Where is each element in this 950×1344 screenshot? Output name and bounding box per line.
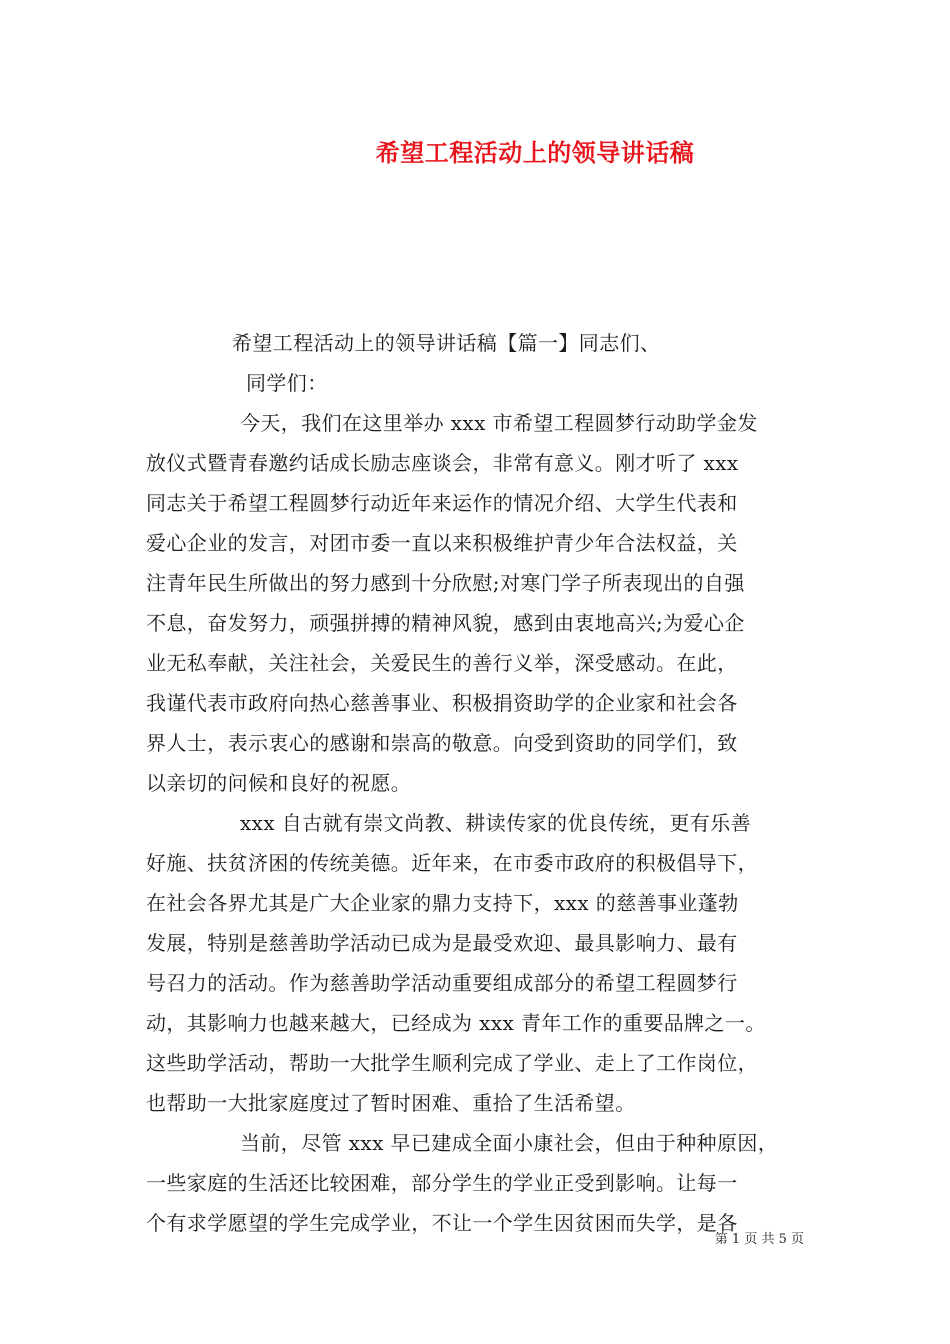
- paragraph-line: 同志关于希望工程圆梦行动近年来运作的情况介绍、大学生代表和: [146, 491, 738, 515]
- paragraph-line: 也帮助一大批家庭度过了暂时困难、重拾了生活希望。: [146, 1091, 636, 1115]
- paragraph-line: 同学们：: [246, 371, 328, 395]
- paragraph-line: 号召力的活动。作为慈善助学活动重要组成部分的希望工程圆梦行: [146, 971, 738, 995]
- paragraph-line: 今天，我们在这里举办 xxx 市希望工程圆梦行动助学金发: [240, 411, 758, 435]
- paragraph-line: 动，其影响力也越来越大，已经成为 xxx 青年工作的重要品牌之一。: [146, 1011, 766, 1035]
- paragraph-line: 希望工程活动上的领导讲话稿【篇一】同志们、: [232, 331, 661, 355]
- paragraph-line: 爱心企业的发言，对团市委一直以来积极维护青少年合法权益，关: [146, 531, 738, 555]
- paragraph-line: 个有求学愿望的学生完成学业，不让一个学生因贫困而失学，是各: [146, 1211, 738, 1235]
- paragraph-line: 业无私奉献，关注社会，关爱民生的善行义举，深受感动。在此，: [146, 651, 738, 675]
- paragraph-line: 这些助学活动，帮助一大批学生顺利完成了学业、走上了工作岗位，: [146, 1051, 758, 1075]
- paragraph-line: 我谨代表市政府向热心慈善事业、积极捐资助学的企业家和社会各: [146, 691, 738, 715]
- paragraph-line: 界人士，表示衷心的感谢和崇高的敬意。向受到资助的同学们，致: [146, 731, 738, 755]
- paragraph-line: 当前，尽管 xxx 早已建成全面小康社会，但由于种种原因，: [240, 1131, 779, 1155]
- paragraph-line: 发展，特别是慈善助学活动已成为是最受欢迎、最具影响力、最有: [146, 931, 738, 955]
- paragraph-line: 一些家庭的生活还比较困难，部分学生的学业正受到影响。让每一: [146, 1171, 738, 1195]
- paragraph-line: 注青年民生所做出的努力感到十分欣慰;对寒门学子所表现出的自强: [146, 571, 745, 595]
- page-number: 第 1 页 共 5 页: [714, 1232, 804, 1247]
- paragraph-line: 不息，奋发努力，顽强拼搏的精神风貌，感到由衷地高兴;为爱心企: [146, 611, 745, 635]
- paragraph-line: 好施、扶贫济困的传统美德。近年来，在市委市政府的积极倡导下，: [146, 851, 758, 875]
- document-title: 希望工程活动上的领导讲话稿: [375, 138, 695, 167]
- document-body: [146, 323, 808, 1243]
- paragraph-line: 以亲切的问候和良好的祝愿。: [146, 771, 412, 795]
- paragraph-line: 放仪式暨青春邀约话成长励志座谈会，非常有意义。刚才听了 xxx: [146, 451, 739, 475]
- paragraph-line: 在社会各界尤其是广大企业家的鼎力支持下，xxx 的慈善事业蓬勃: [146, 891, 739, 915]
- paragraph-line: xxx 自古就有崇文尚教、耕读传家的优良传统，更有乐善: [240, 811, 751, 835]
